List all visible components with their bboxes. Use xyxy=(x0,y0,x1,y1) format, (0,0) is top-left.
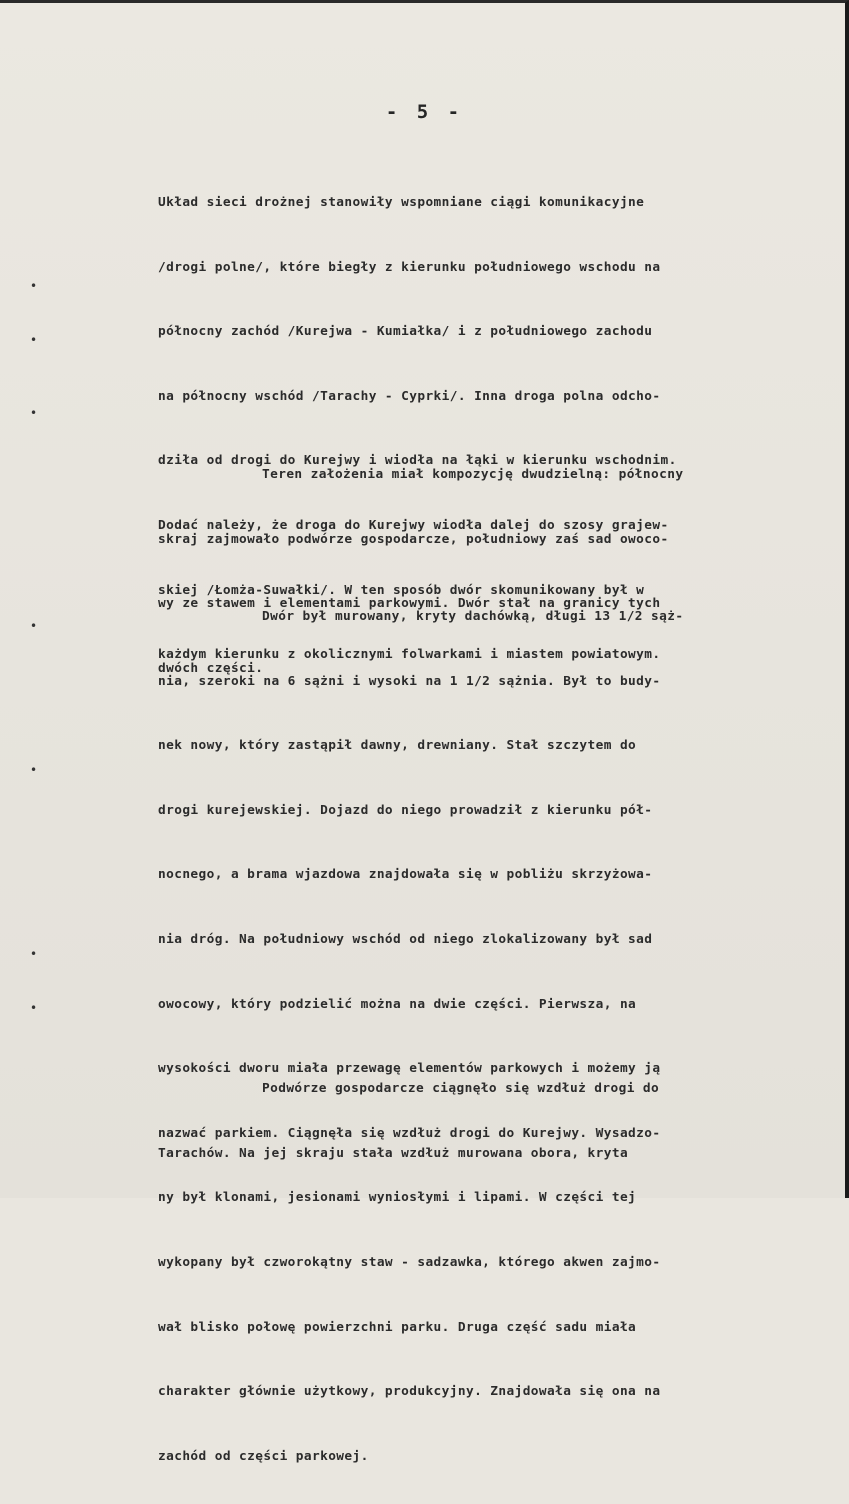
text-line: nazwać parkiem. Ciągnęła się wzdłuż drogi do Kurejwy. Wysadzo- xyxy=(158,1125,661,1141)
text-line: nocnego, a brama wjazdowa znajdowała się w pobliżu skrzyżowa- xyxy=(158,867,653,883)
text-line: Podwórze gospodarcze ciągnęło się wzdłuż drogi do xyxy=(262,1081,660,1096)
text-line: ny był klonami, jesionami wyniosłymi i lipami. W części tej xyxy=(158,1190,637,1206)
text-line: wykopany był czworokątny staw - sadzawka, którego akwen zajmo- xyxy=(158,1254,661,1270)
text-line: skraj zajmowało podwórze gospodarcze, południowy zaś sad owoco- xyxy=(158,531,669,547)
text-line: nia dróg. Na południowy wschód od niego zlokalizowany był sad xyxy=(158,931,653,947)
text-line: zachód od części parkowej. xyxy=(158,1448,369,1464)
text-line: na północny wschód /Tarachy - Cyprki/. Inna droga polna odcho- xyxy=(158,388,661,404)
page-number: - 5 - xyxy=(385,101,464,123)
margin-mark: • xyxy=(30,406,38,420)
text-line: Tarachów. Na jej skraju stała wzdłuż murowana obora, kryta xyxy=(158,1145,629,1161)
text-line: Układ sieci drożnej stanowiły wspomniane ciągi komunikacyjne xyxy=(158,195,645,210)
text-line: wał blisko połowę powierzchni parku. Druga część sadu miała xyxy=(158,1319,637,1335)
text-line: owocowy, który podzielić można na dwie części. Pierwsza, na xyxy=(158,996,637,1012)
text-line: nek nowy, który zastąpił dawny, drewniany. Stał szczytem do xyxy=(158,738,637,754)
paragraph-manor-house xyxy=(158,570,840,1504)
text-line: wy ze stawem i elementami parkowymi. Dwór stał na granicy tych xyxy=(158,596,661,612)
text-line: Teren założenia miał kompozycję dwudzielną: północny xyxy=(262,467,684,482)
margin-mark: • xyxy=(30,279,38,293)
text-line: dwóch części. xyxy=(158,660,264,676)
text-line: północny zachód /Kurejwa - Kumiałka/ i z południowego zachodu xyxy=(158,324,653,340)
margin-mark: • xyxy=(30,947,38,961)
text-line: drogi kurejewskiej. Dojazd do niego prowadził z kierunku pół- xyxy=(158,802,653,818)
margin-mark: • xyxy=(30,1001,38,1015)
margin-mark: • xyxy=(30,619,38,633)
text-line: /drogi polne/, które biegły z kierunku południowego wschodu na xyxy=(158,259,661,275)
text-line: dziła od drogi do Kurejwy i wiodła na łąki w kierunku wschodnim. xyxy=(158,453,677,469)
text-line: skiej /Łomża-Suwałki/. W ten sposób dwór skomunikowany był w xyxy=(158,582,645,598)
text-line: charakter głównie użytkowy, produkcyjny. Znajdowała się ona na xyxy=(158,1384,661,1400)
text-line: Dwór był murowany, kryty dachówką, długi 13 1/2 sąż- xyxy=(262,609,684,624)
text-line: wysokości dworu miała przewagę elementów parkowych i możemy ją xyxy=(158,1061,661,1077)
text-line: Dodać należy, że droga do Kurejwy wiodła dalej do szosy grajew- xyxy=(158,517,669,533)
margin-mark: • xyxy=(30,333,38,347)
margin-mark: • xyxy=(30,763,38,777)
text-line: nia, szeroki na 6 sążni i wysoki na 1 1/2 sążnia. Był to budy- xyxy=(158,673,661,689)
paragraph-farmyard xyxy=(158,1042,840,1201)
text-line: każdym kierunku z okolicznymi folwarkami i miastem powiatowym. xyxy=(158,647,661,663)
